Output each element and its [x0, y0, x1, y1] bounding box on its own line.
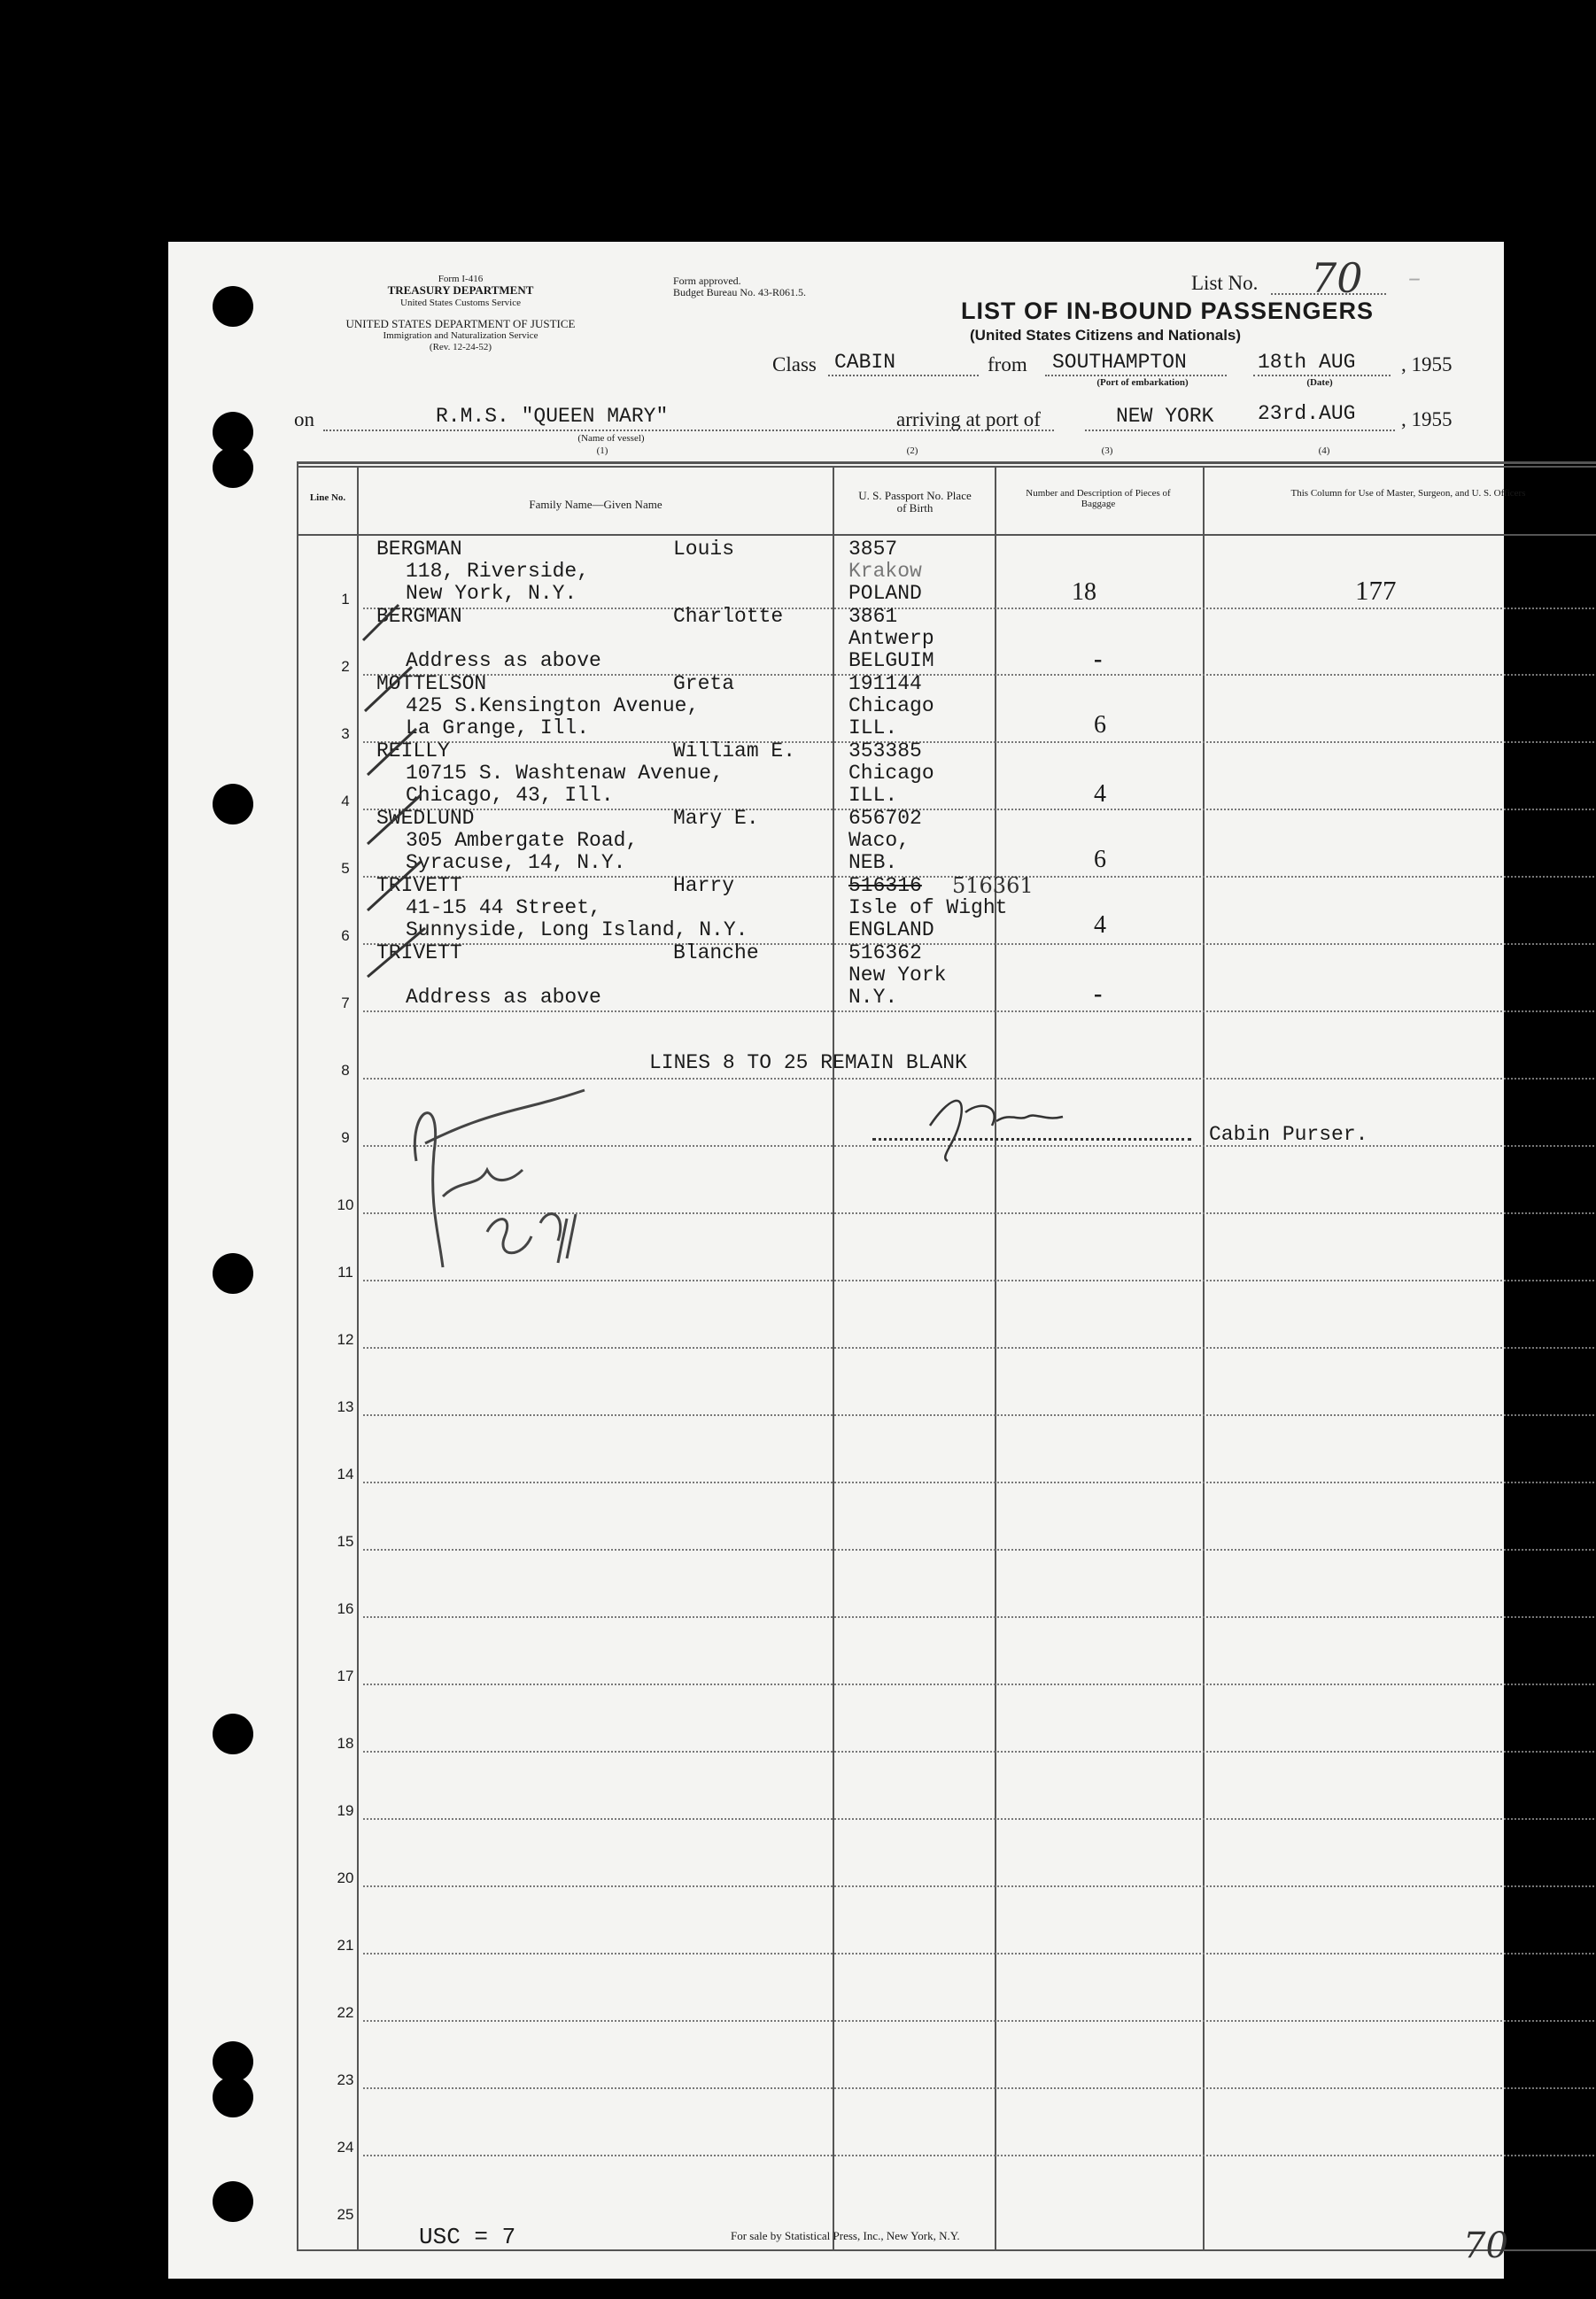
birth-country: N.Y. — [848, 986, 898, 1009]
line-number: 17 — [337, 1668, 354, 1684]
baggage-count: - — [1094, 646, 1103, 673]
family-name: TRIVETT — [376, 941, 462, 964]
header-name: Family Name—Given Name — [529, 498, 662, 511]
line-number: 6 — [341, 927, 350, 944]
passport-number-struck: 516316 — [848, 874, 922, 897]
officer-note: 177 — [1355, 575, 1397, 606]
line-number: 4 — [341, 793, 350, 809]
line-number: 18 — [337, 1735, 354, 1752]
punch-hole — [213, 784, 253, 824]
budget-label: Budget Bureau No. 43-R061.5. — [673, 286, 806, 298]
family-name: BERGMAN — [376, 605, 462, 628]
address-line-1: 118, Riverside, — [406, 560, 590, 583]
birth-place: Antwerp — [848, 627, 934, 650]
port-caption: (Port of embarkation) — [1096, 377, 1189, 388]
line-number: 7 — [341, 995, 350, 1011]
customs-label: United States Customs Service — [400, 298, 521, 308]
header-baggage: Number and Description of Pieces of Baggage — [1026, 488, 1171, 509]
column-number-2: (2) — [906, 445, 918, 456]
birth-place: New York — [848, 964, 947, 987]
header-officers: This Column for Use of Master, Surgeon, and U. S. Officers — [1290, 488, 1526, 499]
given-name: Blanche — [673, 941, 759, 964]
passport-number: 516362 — [848, 941, 922, 964]
header-line-no: Line No. — [309, 492, 346, 503]
family-name: REILLY — [376, 739, 450, 762]
class-label: Class — [772, 353, 817, 375]
baggage-count: - — [1094, 980, 1103, 1008]
address-line-1: 41-15 44 Street, — [406, 896, 601, 919]
address-line-2: Address as above — [406, 986, 601, 1009]
family-name: TRIVETT — [376, 874, 462, 897]
baggage-count: 4 — [1094, 911, 1106, 939]
class-value: CABIN — [834, 351, 896, 374]
birth-country: NEB. — [848, 851, 898, 874]
baggage-count: 6 — [1094, 711, 1106, 739]
line-number: 9 — [341, 1129, 350, 1146]
birth-country: BELGUIM — [848, 649, 934, 672]
given-name: Charlotte — [673, 605, 784, 628]
line-number: 10 — [337, 1196, 354, 1213]
punch-hole — [213, 286, 253, 327]
treasury-label: TREASURY DEPARTMENT — [387, 283, 534, 297]
line-number: 14 — [337, 1466, 354, 1482]
address-line-2: New York, N.Y. — [406, 582, 577, 605]
birth-place: Isle of Wight — [848, 896, 1008, 919]
column-number-4: (4) — [1318, 445, 1330, 456]
passport-number: 353385 — [848, 739, 922, 762]
from-label: from — [988, 353, 1027, 375]
punch-hole — [213, 2077, 253, 2117]
line-number: 2 — [341, 658, 350, 675]
form-subtitle: (United States Citizens and Nationals) — [970, 327, 1242, 344]
given-name: Harry — [673, 874, 735, 897]
family-name: MOTTELSON — [376, 672, 487, 695]
punch-hole — [213, 447, 253, 488]
address-line-2: Sunnyside, Long Island, N.Y. — [406, 918, 748, 941]
arrival-year: , 1955 — [1401, 408, 1453, 430]
family-name: SWEDLUND — [376, 807, 475, 830]
given-name: Louis — [673, 538, 735, 561]
punch-hole — [213, 1714, 253, 1754]
embarkation-port: SOUTHAMPTON — [1052, 351, 1187, 374]
printer-footer: For sale by Statistical Press, Inc., New York, N.Y. — [731, 2229, 960, 2242]
line-number: 8 — [341, 1062, 350, 1079]
line-number: 25 — [337, 2206, 354, 2223]
purser-signature — [912, 1072, 1089, 1170]
column-number-1: (1) — [596, 445, 608, 456]
purser-title: Cabin Purser. — [1209, 1123, 1368, 1146]
passport-number: 3861 — [848, 605, 898, 628]
birth-country: ILL. — [848, 784, 898, 807]
form-number: Form I-416 — [438, 274, 484, 284]
address-line-1: 425 S.Kensington Avenue, — [406, 694, 700, 717]
passport-number: 656702 — [848, 807, 922, 830]
address-line-2: La Grange, Ill. — [406, 716, 590, 739]
arrival-port: NEW YORK — [1116, 405, 1214, 428]
on-label: on — [294, 408, 314, 430]
birth-country: ILL. — [848, 716, 898, 739]
line-number: 13 — [337, 1398, 354, 1415]
arriving-label: arriving at port of — [896, 408, 1041, 430]
punch-hole — [213, 2181, 253, 2222]
birth-place: Chicago — [848, 694, 934, 717]
header-passport: U. S. Passport No. Place of Birth — [858, 489, 972, 515]
column-number-3: (3) — [1101, 445, 1113, 456]
punch-hole — [213, 1253, 253, 1294]
line-number: 16 — [337, 1600, 354, 1617]
line-number: 21 — [337, 1937, 354, 1954]
line-number: 23 — [337, 2071, 354, 2088]
baggage-count: 4 — [1094, 780, 1106, 808]
passport-number: 191144 — [848, 672, 922, 695]
line-number: 12 — [337, 1331, 354, 1348]
baggage-count: 6 — [1094, 846, 1106, 873]
form-title: LIST OF IN-BOUND PASSENGERS — [961, 298, 1375, 324]
birth-country: POLAND — [848, 582, 922, 605]
address-line-1: 305 Ambergate Road, — [406, 829, 639, 852]
usc-count: USC = 7 — [419, 2224, 516, 2250]
revision-label: (Rev. 12-24-52) — [429, 342, 492, 352]
birth-place: Waco, — [848, 829, 910, 852]
line-number: 5 — [341, 860, 350, 877]
family-name: BERGMAN — [376, 538, 462, 561]
line-number: 20 — [337, 1869, 354, 1886]
arrival-date: 23rd.AUG — [1258, 402, 1356, 425]
corner-list-number: 70 — [1463, 2225, 1508, 2266]
line-number: 22 — [337, 2004, 354, 2021]
given-name: Greta — [673, 672, 735, 695]
address-line-1: 10715 S. Washtenaw Avenue, — [406, 762, 724, 785]
departure-date: 18th AUG — [1258, 351, 1356, 374]
vessel-name: R.M.S. "QUEEN MARY" — [436, 405, 669, 428]
line-number: 11 — [337, 1264, 353, 1281]
date-caption: (Date) — [1306, 377, 1333, 388]
manifest-page: Form I-416 TREASURY DEPARTMENT United States Customs Service UNITED STATES DEPARTMENT OF JUSTICE Immigration and Naturalization Service (Rev. 12-24-52) Form approved. Budget Bureau No. 43-R061.5. List No. 70 – LIST OF IN-BOUND PASSENGERS (United States Citizens and Nationals) Class CABIN from SOUTHAMPTON 18th AUG , 1955 (Port of embarkation) (Date) on R.M.S. "QUEEN MARY" (Name of vessel) (1) arriving at port of NEW YORK 23rd.AUG , 1955 (2) (3) (4) Line No. Family Name—Given Name U. S. Passport No. Place of Birth Number and Description of Pieces of Baggage This Column for Use of Master, Surgeon, and U. S. Officers 1 BERGMAN Louis 118, Riverside, New York, N.Y. 3857 Krakow POLAND 18 177 2 BERGMAN Charlotte Address as above 3861 Antwerp BELGUIM - 3 MOTTELSON Greta 425 S.Kensington Avenue, La Grange, Ill. 191144 Chicago ILL. 6 4 REILLY William E. 10715 S. Washtenaw Avenue, Chicago, 43, Ill. 353385 Chicago ILL. 4 5 SWEDLUND Mary E. 305 Ambergate Road, Syracuse, 14, N.Y. 656702 Waco, NEB. 6 6 TRIVETT Harry 41-15 44 Street, Sunnyside, Long Island, N.Y. 516316 516361 Isle of Wight ENGLAND 4 7 TRIVETT Blanche Address as above 516362 New York N.Y. - 8 9 10 11 12 13 14 15 16 17 18 19 20 21 22 23 24 25 LINES 8 TO 25 REMAIN BLANK Cabin Purser. USC = 7 For sale by Statistical Press, Inc., New York, N.Y. 70 — [168, 242, 1504, 2279]
line-number: 1 — [341, 591, 350, 608]
line-number: 15 — [337, 1533, 354, 1550]
birth-country: ENGLAND — [848, 918, 934, 941]
blank-lines-note: LINES 8 TO 25 REMAIN BLANK — [649, 1051, 967, 1074]
address-line-2: Chicago, 43, Ill. — [406, 784, 614, 807]
list-number-value: 70 — [1311, 254, 1363, 302]
given-name: Mary E. — [673, 807, 759, 830]
check-marks — [345, 578, 478, 1021]
address-line-2: Syracuse, 14, N.Y. — [406, 851, 626, 874]
passport-number: 3857 — [848, 538, 898, 561]
line-number: 3 — [341, 725, 350, 742]
ins-label: Immigration and Naturalization Service — [383, 330, 538, 341]
given-name: William E. — [673, 739, 796, 762]
birth-place: Krakow — [848, 560, 922, 583]
address-line-2: Address as above — [406, 649, 601, 672]
passport-number-correction: 516361 — [952, 873, 1034, 898]
line-number: 24 — [337, 2139, 354, 2156]
departure-year: , 1955 — [1401, 353, 1453, 375]
vessel-caption: (Name of vessel) — [577, 433, 645, 444]
line-number: 19 — [337, 1802, 354, 1819]
birth-place: Chicago — [848, 762, 934, 785]
list-number-label: List No. — [1191, 272, 1259, 294]
approval-label: Form approved. — [673, 275, 741, 287]
justice-label: UNITED STATES DEPARTMENT OF JUSTICE — [345, 317, 576, 330]
baggage-count: 18 — [1072, 578, 1096, 606]
inspector-handwritten-initials — [390, 1055, 620, 1285]
